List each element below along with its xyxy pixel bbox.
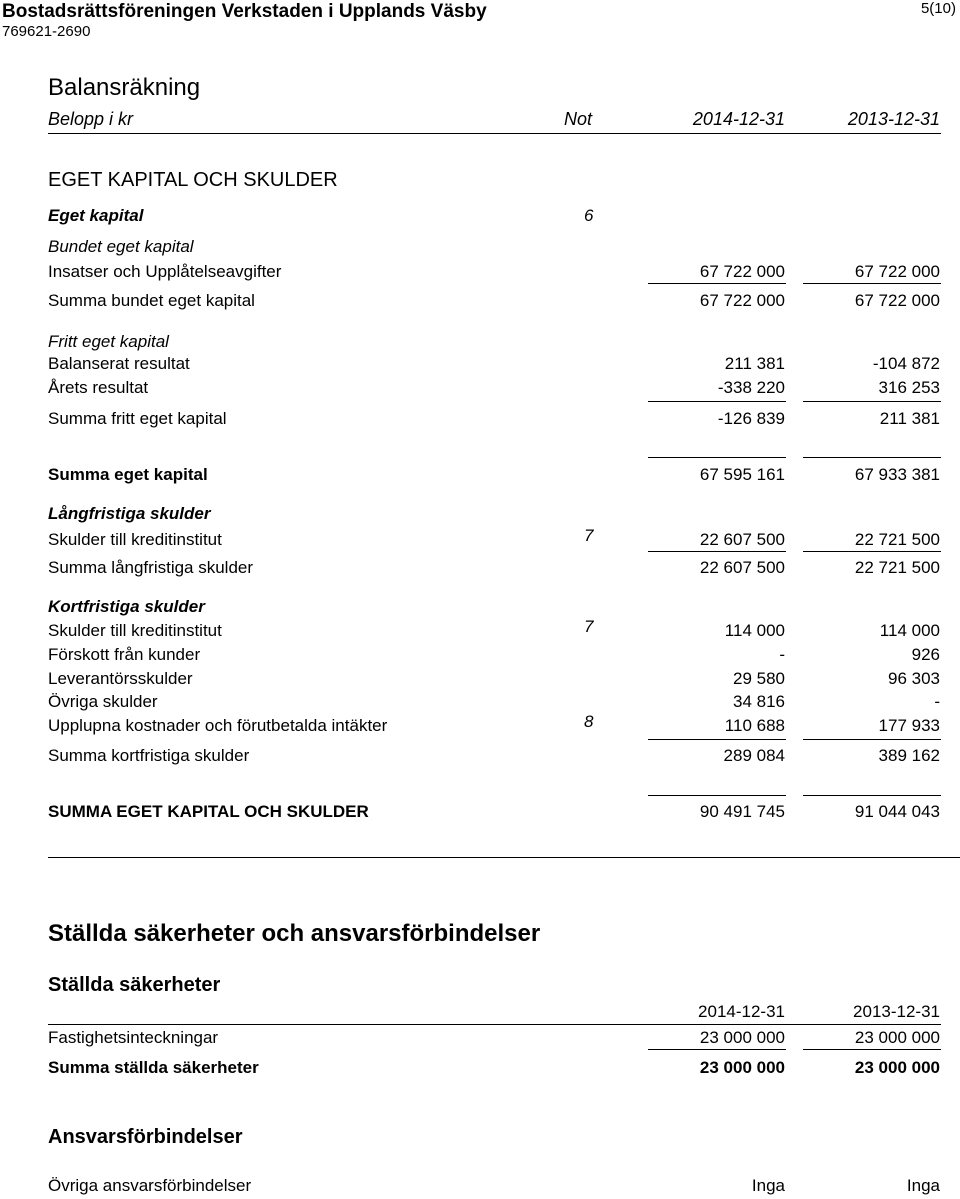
row-value-2013: 22 721 500 [854, 558, 940, 577]
row-label: Upplupna kostnader och förutbetalda intäkter [48, 716, 388, 735]
row-value-2013: 67 722 000 [854, 291, 940, 310]
row-label: Övriga ansvarsförbindelser [48, 1176, 252, 1195]
row-label-bold: Summa ställda säkerheter [48, 1058, 259, 1077]
row-value-2013: 96 303 [888, 669, 940, 688]
row-value-2014: 67 722 000 [699, 291, 785, 310]
sum-rule [803, 739, 941, 740]
row-value-2014: 34 816 [733, 692, 785, 711]
row-label: Summa fritt eget kapital [48, 409, 227, 428]
column-header-year-2013: 2013-12-31 [847, 109, 940, 129]
section-divider [48, 857, 960, 858]
row-label: Insatser och Upplåtelseavgifter [48, 262, 282, 281]
sum-rule [803, 795, 941, 796]
row-value-2014: -338 220 [717, 378, 785, 397]
row-label: Övriga skulder [48, 692, 158, 711]
note-ref: 7 [584, 526, 594, 545]
row-value-2013: - [934, 692, 940, 711]
sum-rule [648, 739, 786, 740]
bundet-heading: Bundet eget kapital [48, 237, 194, 256]
sum-rule [648, 283, 786, 284]
sum-rule [803, 1049, 941, 1050]
total-value-2013: 91 044 043 [854, 802, 940, 821]
note-ref: 7 [584, 617, 594, 636]
row-value-2014: 289 084 [723, 746, 785, 765]
row-value-2013: 22 721 500 [854, 530, 940, 549]
sum-rule [803, 283, 941, 284]
note-ref: 6 [584, 206, 594, 225]
row-value-2013: 211 381 [879, 409, 940, 428]
sum-rule [648, 551, 786, 552]
note-ref: 8 [584, 712, 594, 731]
row-value-2013: 177 933 [878, 716, 940, 735]
row-value-2014: 67 722 000 [699, 262, 785, 281]
row-value-2013: 114 000 [879, 621, 940, 640]
header-rule [48, 133, 941, 134]
stallda-section-title: Ställda säkerheter och ansvarsförbindelser [48, 920, 541, 947]
page-title: Balansräkning [48, 74, 201, 101]
row-value-2013: 23 000 000 [854, 1058, 940, 1077]
row-value-2013: 67 722 000 [854, 262, 940, 281]
row-label: Fastighetsinteckningar [48, 1028, 219, 1047]
kortfristiga-heading: Kortfristiga skulder [48, 597, 205, 616]
header-rule [48, 1024, 941, 1025]
row-label: Summa bundet eget kapital [48, 291, 255, 310]
row-label: Leverantörsskulder [48, 669, 193, 688]
year-2014-label: 2014-12-31 [698, 1002, 785, 1021]
row-label: Summa långfristiga skulder [48, 558, 254, 577]
langfristiga-heading: Långfristiga skulder [48, 504, 211, 523]
row-label: Skulder till kreditinstitut [48, 621, 222, 640]
row-value-2014: - [779, 645, 785, 664]
row-label-bold: Summa eget kapital [48, 465, 208, 484]
column-header-year-2014: 2014-12-31 [692, 109, 785, 129]
column-header-amount: Belopp i kr [48, 109, 134, 129]
row-value-2013: 316 253 [878, 378, 940, 397]
sum-rule [803, 457, 941, 458]
row-value-2013: 23 000 000 [854, 1028, 940, 1047]
sum-rule [803, 551, 941, 552]
row-label: Skulder till kreditinstitut [48, 530, 222, 549]
row-value-2014: 67 595 161 [699, 465, 785, 484]
organization-number: 769621-2690 [2, 23, 91, 40]
row-value-2014: 23 000 000 [699, 1028, 785, 1047]
row-value-2014: 211 381 [724, 354, 785, 373]
organization-name: Bostadsrättsföreningen Verkstaden i Upplands Väsby [2, 1, 487, 22]
stallda-heading: Ställda säkerheter [48, 974, 221, 996]
row-label: Förskott från kunder [48, 645, 201, 664]
row-label: Summa kortfristiga skulder [48, 746, 250, 765]
row-value-2013: 67 933 381 [854, 465, 940, 484]
year-2013-label: 2013-12-31 [853, 1002, 940, 1021]
sum-rule [803, 401, 941, 402]
section-heading: EGET KAPITAL OCH SKULDER [48, 169, 338, 191]
row-value-2014: Inga [751, 1176, 785, 1195]
row-value-2014: 23 000 000 [699, 1058, 785, 1077]
row-value-2014: -126 839 [717, 409, 785, 428]
row-label: Årets resultat [48, 378, 149, 397]
row-value-2014: 22 607 500 [699, 558, 785, 577]
row-value-2014: 110 688 [724, 716, 785, 735]
row-value-2014: 22 607 500 [699, 530, 785, 549]
row-label: Balanserat resultat [48, 354, 190, 373]
row-value-2013: 389 162 [878, 746, 940, 765]
row-value-2013: Inga [906, 1176, 940, 1195]
eget-kapital-heading: Eget kapital [48, 206, 144, 225]
column-header-note: Not [564, 109, 593, 129]
row-value-2014: 29 580 [733, 669, 785, 688]
fritt-heading: Fritt eget kapital [48, 332, 169, 351]
sum-rule [648, 1049, 786, 1050]
ansvar-heading: Ansvarsförbindelser [48, 1126, 243, 1148]
total-value-2014: 90 491 745 [699, 802, 785, 821]
total-label: SUMMA EGET KAPITAL OCH SKULDER [48, 802, 369, 821]
sum-rule [648, 795, 786, 796]
page-number: 5(10) [920, 0, 956, 17]
sum-rule [648, 457, 786, 458]
row-value-2014: 114 000 [724, 621, 785, 640]
sum-rule [648, 401, 786, 402]
row-value-2013: -104 872 [872, 354, 940, 373]
row-value-2013: 926 [911, 645, 940, 664]
